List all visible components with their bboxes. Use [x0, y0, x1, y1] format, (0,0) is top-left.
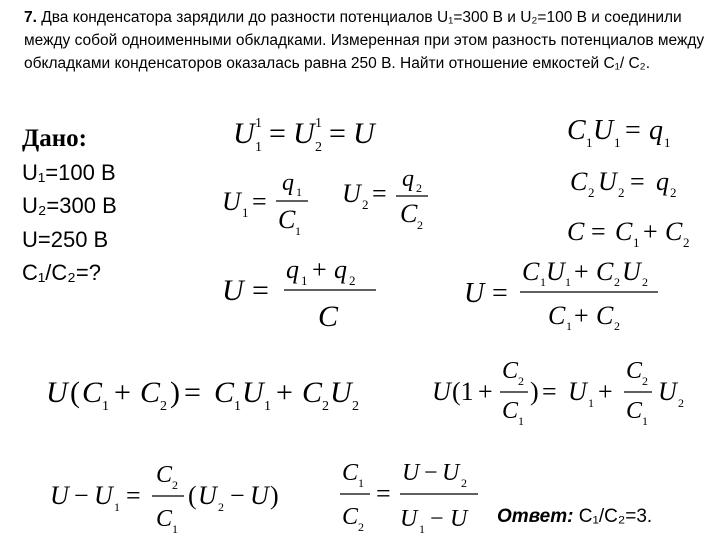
svg-text:C: C [140, 376, 161, 409]
svg-text:U: U [598, 167, 617, 196]
svg-text:2: 2 [618, 185, 625, 200]
svg-text:C: C [626, 398, 643, 424]
svg-text:+: + [574, 301, 589, 330]
svg-text:2: 2 [349, 273, 356, 288]
svg-text:=: = [372, 179, 387, 208]
svg-text:=: = [625, 115, 641, 146]
svg-text:=: = [126, 481, 141, 510]
svg-text:1: 1 [565, 275, 571, 289]
svg-text:C: C [615, 217, 633, 246]
svg-text:U: U [658, 377, 677, 406]
formula-normalized [430, 354, 700, 434]
svg-text:1: 1 [642, 414, 648, 428]
formula-charge-1 [565, 105, 685, 155]
svg-text:C: C [502, 358, 519, 384]
svg-text:+: + [643, 217, 658, 246]
svg-text:U: U [450, 506, 468, 532]
svg-text:q: q [402, 166, 414, 192]
svg-text:1: 1 [296, 185, 302, 199]
answer-label: Ответ: [497, 506, 574, 527]
svg-text:2: 2 [322, 399, 329, 414]
svg-text:C: C [82, 376, 103, 409]
svg-text:C: C [665, 217, 683, 246]
svg-text:1: 1 [419, 522, 425, 536]
svg-text:1: 1 [301, 273, 308, 288]
formula-voltage-sum [220, 254, 385, 336]
svg-text:C: C [214, 376, 235, 409]
svg-text:C: C [567, 217, 585, 246]
svg-text:): ) [270, 481, 279, 510]
svg-text:C: C [342, 504, 359, 530]
formula-ratio [338, 458, 488, 540]
given-u: U=250 В [22, 227, 109, 252]
svg-text:U: U [46, 376, 68, 409]
svg-text:U: U [402, 460, 420, 486]
svg-text:2: 2 [417, 218, 423, 232]
svg-text:2: 2 [315, 140, 322, 155]
svg-text:2: 2 [416, 181, 422, 195]
svg-text:+: + [114, 376, 131, 409]
svg-text:1: 1 [172, 522, 178, 536]
svg-text:C: C [302, 376, 323, 409]
svg-text:=: = [630, 167, 645, 196]
svg-text:C: C [626, 358, 643, 384]
svg-text:=: = [492, 278, 508, 309]
given-u2: U₂=300 В [22, 193, 117, 218]
svg-text:q: q [282, 170, 294, 196]
given-title: Дано: [22, 125, 87, 152]
svg-text:1: 1 [566, 319, 572, 333]
svg-text:C: C [318, 300, 339, 333]
svg-text:C: C [548, 301, 566, 330]
svg-text:(1: (1 [452, 377, 474, 406]
svg-text:+: + [478, 377, 493, 406]
svg-text:q: q [656, 167, 669, 196]
formula-voltage-1 [220, 168, 320, 240]
svg-text:1: 1 [518, 414, 524, 428]
svg-text:U: U [342, 179, 361, 208]
svg-text:1: 1 [242, 205, 249, 220]
svg-text:1: 1 [358, 476, 364, 490]
svg-text:C: C [570, 167, 588, 196]
svg-text:U: U [198, 481, 217, 510]
formula-charge-2 [568, 160, 693, 205]
svg-text:2: 2 [358, 520, 364, 534]
svg-text:−: − [430, 506, 444, 532]
svg-text:=: = [184, 376, 201, 409]
problem-text: Два конденсатора зарядили до разности потенциалов U₁=300 В и U₂=100 В и соединили между собой одноименными обкладками. Измеренная при этом разность потенциалов между обкладками конденсаторов оказалась равна 250 В. Найти отношение емкостей C₁/ C₂. [24, 9, 705, 72]
svg-text:U: U [432, 377, 451, 406]
svg-text:C: C [567, 115, 586, 146]
svg-text:q: q [649, 115, 663, 146]
svg-text:q: q [334, 255, 347, 284]
svg-text:−: − [424, 460, 438, 486]
svg-text:=: = [329, 117, 346, 150]
svg-text:−: − [230, 481, 245, 510]
svg-text:U: U [593, 115, 614, 146]
svg-text:U: U [546, 258, 565, 286]
answer [497, 506, 652, 528]
svg-text:−: − [74, 481, 89, 510]
svg-text:1: 1 [255, 140, 262, 155]
formula-difference [48, 460, 298, 540]
svg-text:=: = [376, 479, 391, 508]
svg-text:C: C [342, 460, 359, 486]
svg-text:q: q [286, 255, 299, 284]
formula-voltage-2 [340, 166, 440, 238]
svg-text:+: + [312, 255, 327, 284]
svg-text:2: 2 [362, 197, 369, 212]
svg-text:1: 1 [315, 116, 322, 131]
svg-text:U: U [222, 187, 241, 216]
svg-text:U: U [94, 481, 113, 510]
svg-text:1: 1 [586, 135, 593, 150]
svg-text:2: 2 [352, 399, 359, 414]
svg-text:C: C [278, 205, 296, 234]
svg-text:C: C [596, 258, 614, 286]
svg-text:U: U [242, 376, 264, 409]
svg-text:C: C [400, 199, 418, 228]
svg-text:1: 1 [255, 116, 262, 131]
svg-text:2: 2 [588, 185, 595, 200]
svg-text:1: 1 [234, 399, 241, 414]
svg-text:+: + [598, 377, 613, 406]
svg-text:U: U [50, 481, 69, 510]
svg-text:(: ( [70, 376, 80, 409]
problem-number: 7. [24, 9, 37, 26]
svg-text:C: C [156, 506, 173, 532]
svg-text:=: = [591, 217, 606, 246]
svg-text:U: U [233, 117, 255, 150]
svg-text:=: = [252, 187, 267, 216]
svg-text:+: + [574, 258, 589, 286]
svg-text:=: = [542, 377, 557, 406]
svg-text:U: U [250, 481, 269, 510]
svg-text:1: 1 [664, 135, 671, 150]
svg-text:C: C [596, 301, 614, 330]
formula-total-capacity [565, 210, 705, 255]
svg-text:U: U [464, 278, 485, 309]
problem-statement [24, 6, 718, 75]
svg-text:2: 2 [683, 235, 690, 250]
formula-voltage-capacity [462, 258, 672, 338]
svg-text:2: 2 [160, 399, 167, 414]
svg-text:): ) [170, 376, 180, 409]
svg-text:C: C [502, 398, 519, 424]
svg-text:1: 1 [295, 224, 301, 238]
svg-text:2: 2 [614, 275, 620, 289]
svg-text:U: U [222, 274, 244, 307]
svg-text:U: U [622, 258, 641, 286]
svg-text:2: 2 [518, 374, 524, 388]
svg-text:2: 2 [678, 396, 684, 410]
svg-text:C: C [522, 258, 540, 286]
svg-text:1: 1 [114, 500, 120, 514]
svg-text:2: 2 [670, 185, 677, 200]
svg-text:U: U [353, 117, 375, 150]
svg-text:1: 1 [588, 396, 594, 410]
svg-text:U: U [568, 377, 587, 406]
svg-text:U: U [330, 376, 352, 409]
svg-text:2: 2 [614, 319, 620, 333]
formula-equal-voltages [225, 105, 415, 155]
svg-text:U: U [293, 117, 315, 150]
svg-text:2: 2 [642, 374, 648, 388]
svg-text:1: 1 [614, 135, 621, 150]
svg-text:1: 1 [102, 399, 109, 414]
answer-value: C₁/C₂=3. [578, 506, 653, 527]
svg-text:U: U [442, 460, 460, 486]
svg-text:1: 1 [633, 235, 640, 250]
svg-text:C: C [156, 462, 173, 488]
svg-text:+: + [276, 376, 293, 409]
given-u1: U₁=100 В [22, 160, 116, 185]
svg-text:): ) [530, 377, 539, 406]
given-ratio: C₁/C₂=? [22, 260, 101, 285]
svg-text:=: = [252, 274, 269, 307]
svg-text:1: 1 [540, 275, 546, 289]
svg-text:=: = [269, 117, 286, 150]
svg-text:2: 2 [218, 500, 224, 514]
svg-text:1: 1 [264, 399, 271, 414]
svg-text:2: 2 [461, 476, 467, 490]
svg-text:2: 2 [642, 275, 648, 289]
formula-expanded [44, 368, 389, 418]
svg-text:2: 2 [172, 478, 178, 492]
svg-text:U: U [400, 506, 418, 532]
svg-text:(: ( [188, 481, 197, 510]
